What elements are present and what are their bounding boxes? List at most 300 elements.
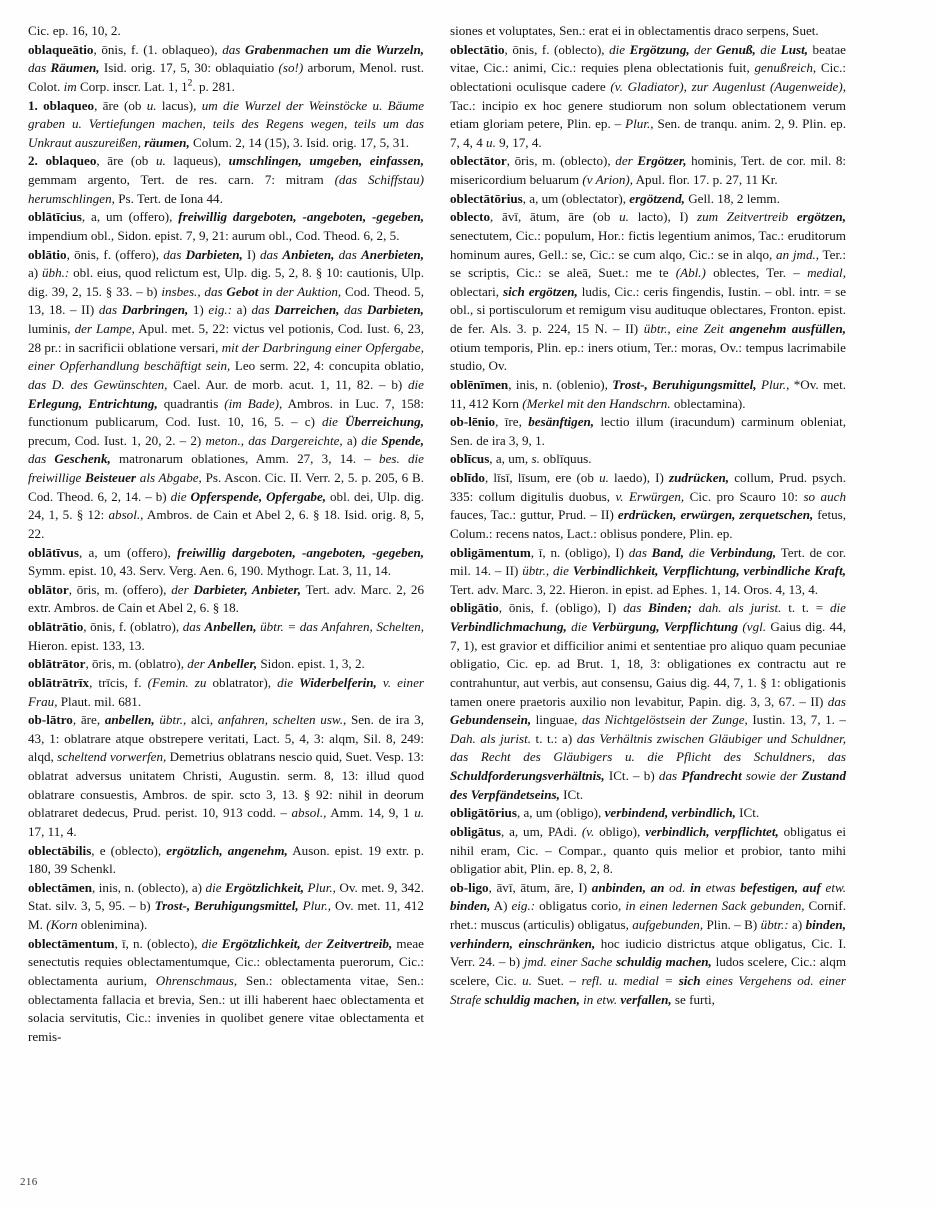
gloss-italic: (Abl.) — [675, 265, 706, 281]
two-column-text-body — [0, 22, 935, 1046]
gloss-translation: freiwillig dargeboten, -angeboten, -gegeben, — [177, 544, 424, 560]
dictionary-entry — [28, 674, 424, 711]
citation-text: oblectari, — [450, 283, 503, 299]
citation-text: ICt. — [735, 805, 760, 821]
gloss-italic: u. — [486, 134, 496, 150]
citation-text: linguae, — [531, 712, 582, 728]
citation-text: precum, Cod. Iust. 1, 20, 2. – 2) — [28, 432, 206, 448]
citation-text: . p. 281. — [192, 78, 235, 94]
gloss-italic: das Nichtgelöstsein der Zunge, — [581, 712, 748, 728]
gloss-translation: Geschenk, — [54, 451, 111, 467]
gloss-italic: das — [628, 544, 652, 560]
citation-text: Apul. flor. 17. p. 27, 11 Kr. — [633, 172, 778, 187]
gloss-translation: schuldig machen, — [616, 954, 712, 970]
dictionary-entry — [28, 22, 424, 41]
headword: oblecto — [450, 209, 490, 225]
citation-text: impendium obl., Sidon. epist. 7, 9, 21: aurum obl., Cod. Theod. 6, 2, 5. — [28, 227, 400, 243]
gloss-italic: an jmd., — [776, 246, 820, 262]
citation-text: Ov. met. 9, 342. Stat. silv. 3, 5, 95. – b) — [28, 879, 424, 914]
citation-text: , a, um (obligo), — [516, 805, 605, 821]
gloss-italic: die — [566, 619, 592, 634]
gloss-translation: anbellen, — [104, 712, 155, 728]
gloss-translation: befestigen, auf — [740, 879, 826, 895]
headword: oblectātio — [450, 41, 505, 57]
citation-text: , a, um, PAdi. — [500, 823, 582, 839]
gloss-translation: Verbindung, — [709, 544, 777, 560]
headword: oblectātōrius — [450, 190, 523, 206]
dictionary-entry — [450, 152, 846, 189]
gloss-italic: die — [322, 414, 346, 430]
citation-text: , trīcis, f. — [89, 674, 148, 690]
gloss-italic: das — [182, 619, 205, 634]
dictionary-entry — [450, 544, 846, 600]
citation-text: Ps. Tert. de Iona 44. — [114, 190, 223, 206]
dictionary-entry — [28, 544, 424, 581]
citation-text: Colum. 2, 14 (15), 3. Isid. orig. 17, 5, 31. — [189, 134, 410, 150]
gloss-italic: das — [222, 41, 245, 57]
gloss-italic: etw. — [825, 879, 846, 895]
citation-text: fetus, Colum.: recens natos, Lact.: oblisus pondere, Plin. ep. — [450, 507, 847, 541]
headword: obligātōrius — [450, 805, 517, 821]
gloss-translation: verfallen, — [620, 991, 672, 1007]
citation-text: Sen. de ira 3, 43, 1: oblatrare atque obstrepere veritati, Lact. 5, 4, 3: alqm, Sil. 8, 249: alqd, — [28, 712, 424, 765]
citation-text: Tac.: incipio ex hoc genere studiorum non solum oblectationem verum etiam gloriam petere, Plin. ep. – — [450, 97, 846, 132]
gloss-italic: die — [205, 879, 226, 895]
citation-text: t. t.: a) — [531, 730, 577, 746]
citation-text: , inis, n. (oblenio), — [508, 376, 613, 392]
dictionary-entry — [28, 97, 424, 153]
citation-text: Gaius dig. 44, 7, 1), est gravior et difficilior animi et sententiae pro aliquo quam pecuniae obligatio, Cic. ep. ad Brut. 1, 18, 3: obligationes ex contractu aut re contrahuntur, aut verbis, aut consensu, Gaius dig. 44, 7, 1. § 1: obligationis tamen onere praetoris auxilio non levabitur, Papin. dig. 3, 3, 67. – II) — [450, 619, 846, 709]
gloss-italic: u. — [619, 209, 629, 225]
gloss-italic: u. — [414, 805, 425, 821]
gloss-italic: im — [63, 78, 77, 94]
gloss-italic: Dah. als jurist. — [450, 730, 532, 746]
gloss-italic: dah. als jurist. — [691, 600, 782, 616]
dictionary-entry — [28, 935, 424, 1047]
gloss-translation: Darbringen, — [121, 302, 189, 318]
gloss-translation: verbindlich, verpflichtet, — [645, 823, 779, 839]
dictionary-entry — [450, 208, 846, 376]
gloss-italic: refl. u. medial = — [581, 972, 679, 988]
gloss-italic: (Femin. zu — [147, 674, 213, 690]
gloss-italic: das — [251, 302, 275, 318]
citation-text: Cornif. rhet.: muscus (articulis) obligatus, — [450, 898, 847, 932]
gloss-italic: die — [684, 544, 710, 560]
citation-text: , āre, — [72, 712, 105, 728]
dictionary-entry — [450, 469, 846, 544]
right-column — [450, 22, 846, 1009]
gloss-translation: Darbieter, Anbieter, — [193, 581, 302, 597]
citation-text: , āre (ob — [94, 97, 147, 113]
gloss-italic: das — [658, 768, 682, 783]
citation-text: , ōris, m. (oblecto), — [506, 153, 616, 169]
dictionary-entry — [450, 804, 846, 823]
superscript-marker: 2 — [187, 78, 193, 89]
citation-text: a) — [342, 432, 362, 448]
gloss-italic: die — [361, 432, 382, 448]
gloss-italic: zum Zeitvertreib — [696, 209, 797, 225]
gloss-italic: od. — [669, 879, 691, 895]
gloss-translation: Band, — [651, 544, 685, 560]
gloss-translation: Genuß, — [716, 41, 756, 57]
dictionary-entry — [28, 655, 424, 674]
gloss-translation: Anbieten, — [282, 246, 335, 262]
citation-text: , inis, n. (oblecto), a) — [92, 879, 206, 895]
gloss-italic: absol., — [108, 507, 144, 523]
citation-text: Symm. epist. 10, 43. Serv. Verg. Aen. 6, 190. Mythogr. Lat. 3, 11, 14. — [28, 563, 391, 579]
headword: obligātio — [450, 600, 499, 616]
citation-text: Demetrius oblatrans nescio quid, Suet. Vesp. 13: oblatrat adversus unitatem Christi, Augustin. serm. 8, 13: illud quod oblatrare consuestis, Ambros. de spir. scto 3, 13. § 92: nihil in deorum oblatraret dedecus, Prud. perist. 10, 913 codd. – — [28, 749, 424, 821]
gloss-italic: (das Schiffstau) herumschlingen, — [28, 172, 424, 206]
citation-text: Isid. orig. 17, 5, 30: oblaquiatio — [99, 60, 279, 76]
gloss-translation: binden, — [450, 898, 491, 914]
gloss-italic: Ohrenschmaus, — [155, 972, 238, 988]
dictionary-entry — [450, 376, 846, 413]
gloss-italic: die — [201, 935, 222, 951]
citation-text: , ōnis, f. (1. oblaqueo), — [93, 41, 223, 57]
dictionary-entry — [28, 618, 424, 655]
gloss-italic: das — [259, 246, 283, 262]
citation-text: Plaut. mil. 681. — [57, 693, 142, 709]
citation-text: , ōnis, f. (oblecto), — [504, 41, 610, 57]
citation-text: 9, 17, 4. — [495, 134, 542, 150]
citation-text: Corp. inscr. Lat. 1, 1 — [76, 78, 188, 94]
gloss-translation: Pfandrecht — [681, 768, 742, 783]
headword: obligāmentum — [450, 544, 531, 560]
page-number: 216 — [20, 1176, 38, 1188]
gloss-translation: Darbieten, — [185, 246, 243, 262]
citation-text: Amm. 14, 9, 1 — [326, 805, 415, 821]
gloss-italic: um die Wurzel der Weinstöcke u. Bäume graben u. Vertiefungen machen, teils des Regens wegen, teils um das Unkraut auszureißen, — [28, 97, 425, 150]
gloss-italic: Plur., — [625, 116, 654, 132]
gloss-translation: zudrücken, — [669, 470, 730, 485]
dictionary-entry — [450, 41, 846, 153]
citation-text: , a, um (offero), — [78, 544, 178, 560]
left-column — [28, 22, 424, 1046]
citation-text: , ōnis, f. (obligo), I) — [498, 600, 624, 616]
citation-text: matronarum oblationes, Amm. 27, 3, 14. – — [110, 451, 380, 467]
gloss-italic: übtr.: — [760, 917, 789, 932]
citation-text: obligo), — [599, 823, 646, 839]
citation-text: hominis, Tert. de cor. mil. 8: misericordium beluarum — [450, 153, 847, 187]
citation-text: collum, Prud. psych. 335: collum digitulis duobus, — [450, 470, 846, 504]
gloss-italic: mit der Darbringung einer Opfergabe, einer Opferhandlung beschäftigt sein, — [28, 339, 424, 374]
gloss-italic: anfahren, schelten usw., — [217, 712, 347, 728]
gloss-translation: Verbürgung, Verpflichtung — [591, 619, 739, 634]
gloss-italic: das D. des Gewünschten, — [28, 376, 168, 392]
gloss-translation: Schuldforderungsverhältnis, — [450, 768, 605, 783]
citation-text: arborum, Menol. rust. Colot. — [28, 60, 424, 94]
gloss-italic: (Korn — [46, 917, 81, 932]
gloss-italic: der — [300, 935, 327, 951]
dictionary-entry — [28, 208, 424, 245]
gloss-italic: Plur., — [756, 376, 790, 392]
citation-text: Tert. de cor. mil. 14. – II) — [450, 544, 846, 579]
citation-text: alci, — [186, 712, 218, 728]
dictionary-entry — [28, 711, 424, 841]
citation-text: Leo serm. 22, 4: concupita oblatio, — [230, 358, 424, 374]
citation-text: Sen.: oblectamenta vitae, Sen.: oblectamenta fallacia et brevia, Sen.: ut illi haberent haec oblectamenta et solacia servitutis, Cic.: invenies in quolibet genere vitae oblectamenta et remis- — [28, 972, 424, 1044]
citation-text: Cod. Theod. 5, 13, 18. – II) — [28, 283, 424, 318]
citation-text: Tert. adv. Marc. 2, 26 extr. Ambros. de Cain et Abel 2, 6. § 18. — [28, 581, 424, 616]
gloss-italic: die — [829, 600, 846, 616]
citation-text: a) — [28, 265, 42, 281]
gloss-translation: Darbieten, — [366, 302, 424, 318]
citation-text: 17, 11, 4. — [28, 823, 77, 839]
citation-text: siones et voluptates, Sen.: erat ei in oblectamentis draco serpens, Suet. — [450, 23, 819, 38]
gloss-italic: das Verhältnis zwischen Gläubiger und Schuldner, das Recht des Gläubigers u. die Pflicht des Schuldners, das — [450, 730, 846, 765]
gloss-translation: Ergötzlichkeit, — [225, 879, 304, 895]
gloss-italic: das — [334, 246, 362, 262]
gloss-translation: Anerbieten, — [361, 246, 424, 262]
citation-text: meae senectutis requies oblectamentumque, Cic.: oblectamenta puerorum, Cic.: oblectamenta aurium, — [28, 935, 424, 988]
gloss-translation: erdrücken, erwürgen, zerquetschen, — [617, 507, 814, 523]
citation-text: Apul. met. 5, 22: victus vel potionis, Cod. Iust. 6, 23, 28 pr.: in sacrificii oblatione versari, — [28, 321, 424, 355]
citation-text: t. t. = — [781, 600, 830, 616]
citation-text: , ōnis, f. (offero), — [66, 246, 164, 262]
gloss-translation: ergötzlich, angenehm, — [166, 842, 288, 858]
headword: ob-lēnio — [450, 414, 496, 430]
gloss-italic: der — [171, 581, 194, 597]
citation-text: laedo), I) — [608, 470, 670, 485]
gloss-italic: etwas — [705, 879, 741, 895]
citation-text: obligatus ei nihil eram, Cic. – Compar., quanto quis melior et probior, tanto mihi obligatior abit, Plin. ep. 8, 2, 8. — [450, 823, 846, 877]
gloss-italic: das — [98, 302, 122, 318]
citation-text: fauces, Tac.: guttur, Prud. – II) — [450, 507, 618, 523]
gloss-translation: Lust, — [780, 41, 809, 57]
gloss-italic: (v Arion), — [582, 172, 634, 187]
gloss-translation: Binden; — [648, 600, 692, 616]
citation-text: , āvī, ātum, āre (ob — [490, 209, 620, 225]
citation-text: Ov. met. 11, 412 M. — [28, 898, 424, 932]
citation-text: a) — [232, 302, 252, 318]
gloss-translation: Trost-, Beruhigungsmittel, — [612, 376, 757, 392]
headword: oblātīvus — [28, 544, 79, 560]
gloss-translation: Widerbelferin, — [299, 674, 377, 690]
citation-text: Plin. – B) — [703, 917, 761, 932]
gloss-translation: Verbindlichmachung, — [450, 619, 567, 634]
citation-text: Tert. adv. Marc. 3, 22. Hieron. in epist. ad Ephes. 1, 14. Oros. 4, 13, 4. — [450, 581, 819, 597]
gloss-italic: übtr., die — [522, 563, 573, 579]
gloss-italic: Plur., — [298, 898, 332, 914]
citation-text: beatae vitae, Cic.: animi, Cic.: requies plena oblectationis fuit, — [450, 41, 846, 76]
gloss-translation: sich ergötzen, — [502, 283, 578, 299]
citation-text: Hieron. epist. 133, 13. — [28, 637, 145, 653]
gloss-italic: in einen ledernen Sack gebunden, — [625, 898, 805, 914]
gloss-translation: Zustand des Verpfändetseins, — [450, 768, 846, 802]
headword: oblātīcius — [28, 209, 82, 225]
gloss-translation: angenehm ausfüllen, — [729, 321, 847, 336]
gloss-translation: räumen, — [144, 134, 190, 150]
gloss-italic: das — [163, 246, 186, 262]
citation-text: Gell. 18, 2 lemm. — [684, 190, 780, 206]
gloss-translation: Ergötzlichkeit, — [221, 935, 301, 951]
citation-text: obligatus corio, — [535, 898, 626, 914]
gloss-italic: so auch — [803, 488, 846, 504]
citation-text: ludis, Cic.: ceris fingendis, Iustin. – obl. intr. = se obl., si portisculorum et remigum visu audituque oblectares, Fronton. epist. de fer. Als. 3. p. 224, 15 N. – II) — [450, 283, 847, 336]
headword: oblātrātor — [28, 656, 86, 672]
gloss-italic: das — [28, 451, 55, 467]
gloss-italic: der — [615, 153, 638, 169]
gloss-italic: scheltend vorwerfen, — [57, 749, 167, 765]
gloss-translation: in — [690, 879, 706, 895]
gloss-italic: der Lampe, — [74, 321, 135, 336]
gloss-italic: (vgl. — [742, 619, 767, 634]
gloss-translation: verbindend, verbindlich, — [604, 805, 736, 821]
citation-text: , ī, n. (obligo), I) — [530, 544, 629, 560]
citation-text: *Ov. met. 11, 412 Korn — [450, 376, 846, 411]
gloss-translation: anbinden, an — [591, 879, 670, 895]
citation-text: se furti, — [671, 991, 715, 1007]
gloss-italic: meton., das Dargereichte, — [205, 432, 343, 448]
gloss-italic: u. — [599, 470, 609, 485]
gloss-translation: Anbeller, — [208, 656, 258, 672]
citation-text: , a, um (offero), — [81, 209, 179, 225]
gloss-translation: Zeitvertreib, — [326, 935, 393, 951]
gloss-italic: das — [339, 302, 367, 318]
gloss-italic: aufgebunden, — [632, 917, 704, 932]
dictionary-entry — [28, 879, 424, 935]
gloss-translation: Trost-, Beruhigungsmittel, — [154, 898, 299, 914]
citation-text: ICt. — [559, 786, 584, 802]
gloss-italic: s. — [531, 451, 540, 467]
headword: oblātio — [28, 246, 67, 262]
citation-text: Sen. de tranqu. anim. 2, 9. Plin. ep. 7, 4, 4 — [450, 116, 846, 150]
citation-text: ICt. – b) — [604, 768, 659, 783]
headword: oblīcus — [450, 451, 490, 467]
citation-text: , e (oblecto), — [91, 842, 167, 858]
citation-text: , āre (ob — [96, 153, 156, 169]
gloss-translation: Beisteuer — [85, 470, 137, 485]
gloss-italic: jmd. einer Sache — [523, 954, 617, 970]
gloss-italic: in etw. — [579, 991, 621, 1007]
gloss-translation: Gebot — [226, 283, 259, 299]
headword: oblātor — [28, 581, 69, 597]
gloss-italic: bes. die freiwillige — [28, 451, 424, 485]
gloss-translation: Ergötzung, — [629, 41, 690, 57]
citation-text: Suet. – — [531, 972, 582, 988]
citation-text: hoc iudicio districtus atque obligatus, Cic. I. Verr. 24. – b) — [450, 935, 847, 970]
citation-text: Ambros. in Luc. 7, 158: functionum publicarum, Cod. Iust. 10, 16, 5. – c) — [28, 395, 424, 430]
gloss-italic: v. einer Frau, — [28, 674, 424, 709]
citation-text: senectutem, Cic.: populum, Hor.: fictis legentium animos, Tac.: eruditorum hominum aures, Gell.: se, Cic.: se cum alqo, Cic.: se in alqo, — [450, 227, 846, 262]
gloss-italic: das — [28, 60, 51, 76]
headword: oblectātor — [450, 153, 507, 169]
dictionary-entry — [28, 152, 424, 208]
citation-text: Iustin. 13, 7, 1. – — [747, 712, 846, 728]
citation-text: luminis, — [28, 321, 75, 336]
citation-text: Ter.: se scriptis, Cic.: se aleā, Suet.: me te — [450, 246, 846, 281]
citation-text: otium temporis, Plin. ep.: iners otium, Ter.: moras, Ov.: tempus lacrimabile studio, Ov. — [450, 339, 846, 374]
gloss-translation: Anbellen, — [204, 619, 257, 634]
dictionary-entry — [450, 190, 846, 209]
headword: oblectāmen — [28, 879, 92, 895]
citation-text: , ōnis, f. (oblatro), — [83, 619, 183, 634]
dictionary-entry — [450, 22, 846, 41]
gloss-translation: freiwillig dargeboten, -angeboten, -gegeben, — [178, 209, 424, 225]
headword: obligātus — [450, 823, 501, 839]
dictionary-entry — [28, 41, 424, 97]
citation-text: , a, um (oblectator), — [522, 190, 630, 206]
citation-text: a) — [788, 917, 806, 932]
gloss-italic: v. Erwürgen, — [615, 488, 685, 504]
citation-text: , āvī, ātum, āre, I) — [488, 879, 592, 895]
gloss-italic: übtr., — [154, 712, 187, 728]
gloss-italic: die — [277, 674, 300, 690]
gloss-italic: u. — [146, 97, 157, 113]
gloss-italic: der — [187, 656, 209, 672]
headword: oblātrātrīx — [28, 674, 90, 690]
gloss-translation: Grabenmachen um die Wurzeln, — [244, 41, 425, 57]
gloss-translation: Spende, — [381, 432, 424, 448]
citation-text: Cic. pro Scauro 10: — [684, 488, 804, 504]
gloss-translation: Gebundensein, — [450, 712, 532, 728]
gloss-italic: genußreich, — [754, 60, 817, 76]
citation-text: , ōris, m. (offero), — [68, 581, 172, 597]
gloss-translation: binden, verhindern, einschränken, — [450, 917, 846, 951]
citation-text: Sidon. epist. 1, 3, 2. — [257, 656, 365, 672]
gloss-italic: (v. — [581, 823, 600, 839]
gloss-italic: absol., — [291, 805, 327, 821]
citation-text: , a, um, — [489, 451, 532, 467]
gloss-italic: medial, — [807, 265, 846, 281]
headword: oblātrātio — [28, 619, 84, 634]
citation-text: oblenimina). — [80, 917, 148, 932]
gloss-translation: sich — [678, 972, 707, 988]
gloss-italic: eines Vergehens od. einer Strafe — [450, 972, 847, 1007]
gloss-italic: (im Bade), — [224, 395, 283, 411]
gloss-translation: umschlingen, umgeben, einfassen, — [228, 153, 424, 169]
gloss-italic: übtr., eine Zeit — [643, 321, 730, 336]
citation-text: lacto), I) — [628, 209, 697, 225]
dictionary-entry — [450, 823, 846, 879]
citation-text: laqueus), — [165, 153, 229, 169]
dictionary-entry — [450, 413, 846, 450]
gloss-italic: in der Auktion, — [258, 283, 342, 299]
gloss-italic: (so!) — [278, 60, 304, 76]
citation-text: lacus), — [156, 97, 202, 113]
citation-text: Cic. ep. 16, 10, 2. — [28, 23, 121, 38]
citation-text: , īre, — [495, 414, 529, 430]
headword: oblectābilis — [28, 842, 92, 858]
gloss-italic: u. — [522, 972, 532, 988]
headword: oblaqueātio — [28, 41, 94, 57]
gloss-translation: Verbindlichkeit, Verpflichtung, verbindliche Kraft, — [572, 563, 846, 579]
gloss-italic: übtr. = das Anfahren, Schelten, — [256, 619, 425, 634]
gloss-translation: Opferspende, Opfergabe, — [190, 488, 327, 504]
gloss-italic: insbes., das — [161, 283, 227, 299]
citation-text: Cael. Aur. de morb. acut. 1, 11, 82. – b) — [167, 376, 408, 392]
gloss-italic: das — [827, 693, 846, 709]
citation-text: Ps. Ascon. Cic. II. Verr. 2, 5. p. 205, 6 B. Cod. Theod. 6, 2, 14. – b) — [28, 470, 424, 504]
gloss-translation: ergötzen, — [796, 209, 846, 225]
gloss-italic: eig.: — [511, 898, 536, 914]
gloss-italic: als Abgabe, — [136, 470, 202, 485]
headword: 2. oblaqueo — [28, 153, 97, 169]
dictionary-entry — [450, 599, 846, 804]
citation-text: obl. eius, quod relictum est, Ulp. dig. 5, 2, 8. § 10: cautionis, Ulp. dig. 39, 2, 15. § 33. – b) — [28, 265, 424, 299]
gloss-translation: Räumen, — [50, 60, 100, 76]
gloss-translation: ergötzend, — [629, 190, 685, 206]
dictionary-entry — [450, 450, 846, 469]
headword: ob-lātro — [28, 712, 73, 728]
dictionary-entry — [28, 581, 424, 618]
citation-text: Auson. epist. 19 extr. p. 180, 39 Schenkl. — [28, 842, 424, 877]
headword: oblīdo — [450, 470, 485, 485]
gloss-translation: Ergötzer, — [637, 153, 687, 169]
citation-text: oblectamina). — [670, 395, 746, 411]
gloss-translation: schuldig machen, — [484, 991, 580, 1007]
